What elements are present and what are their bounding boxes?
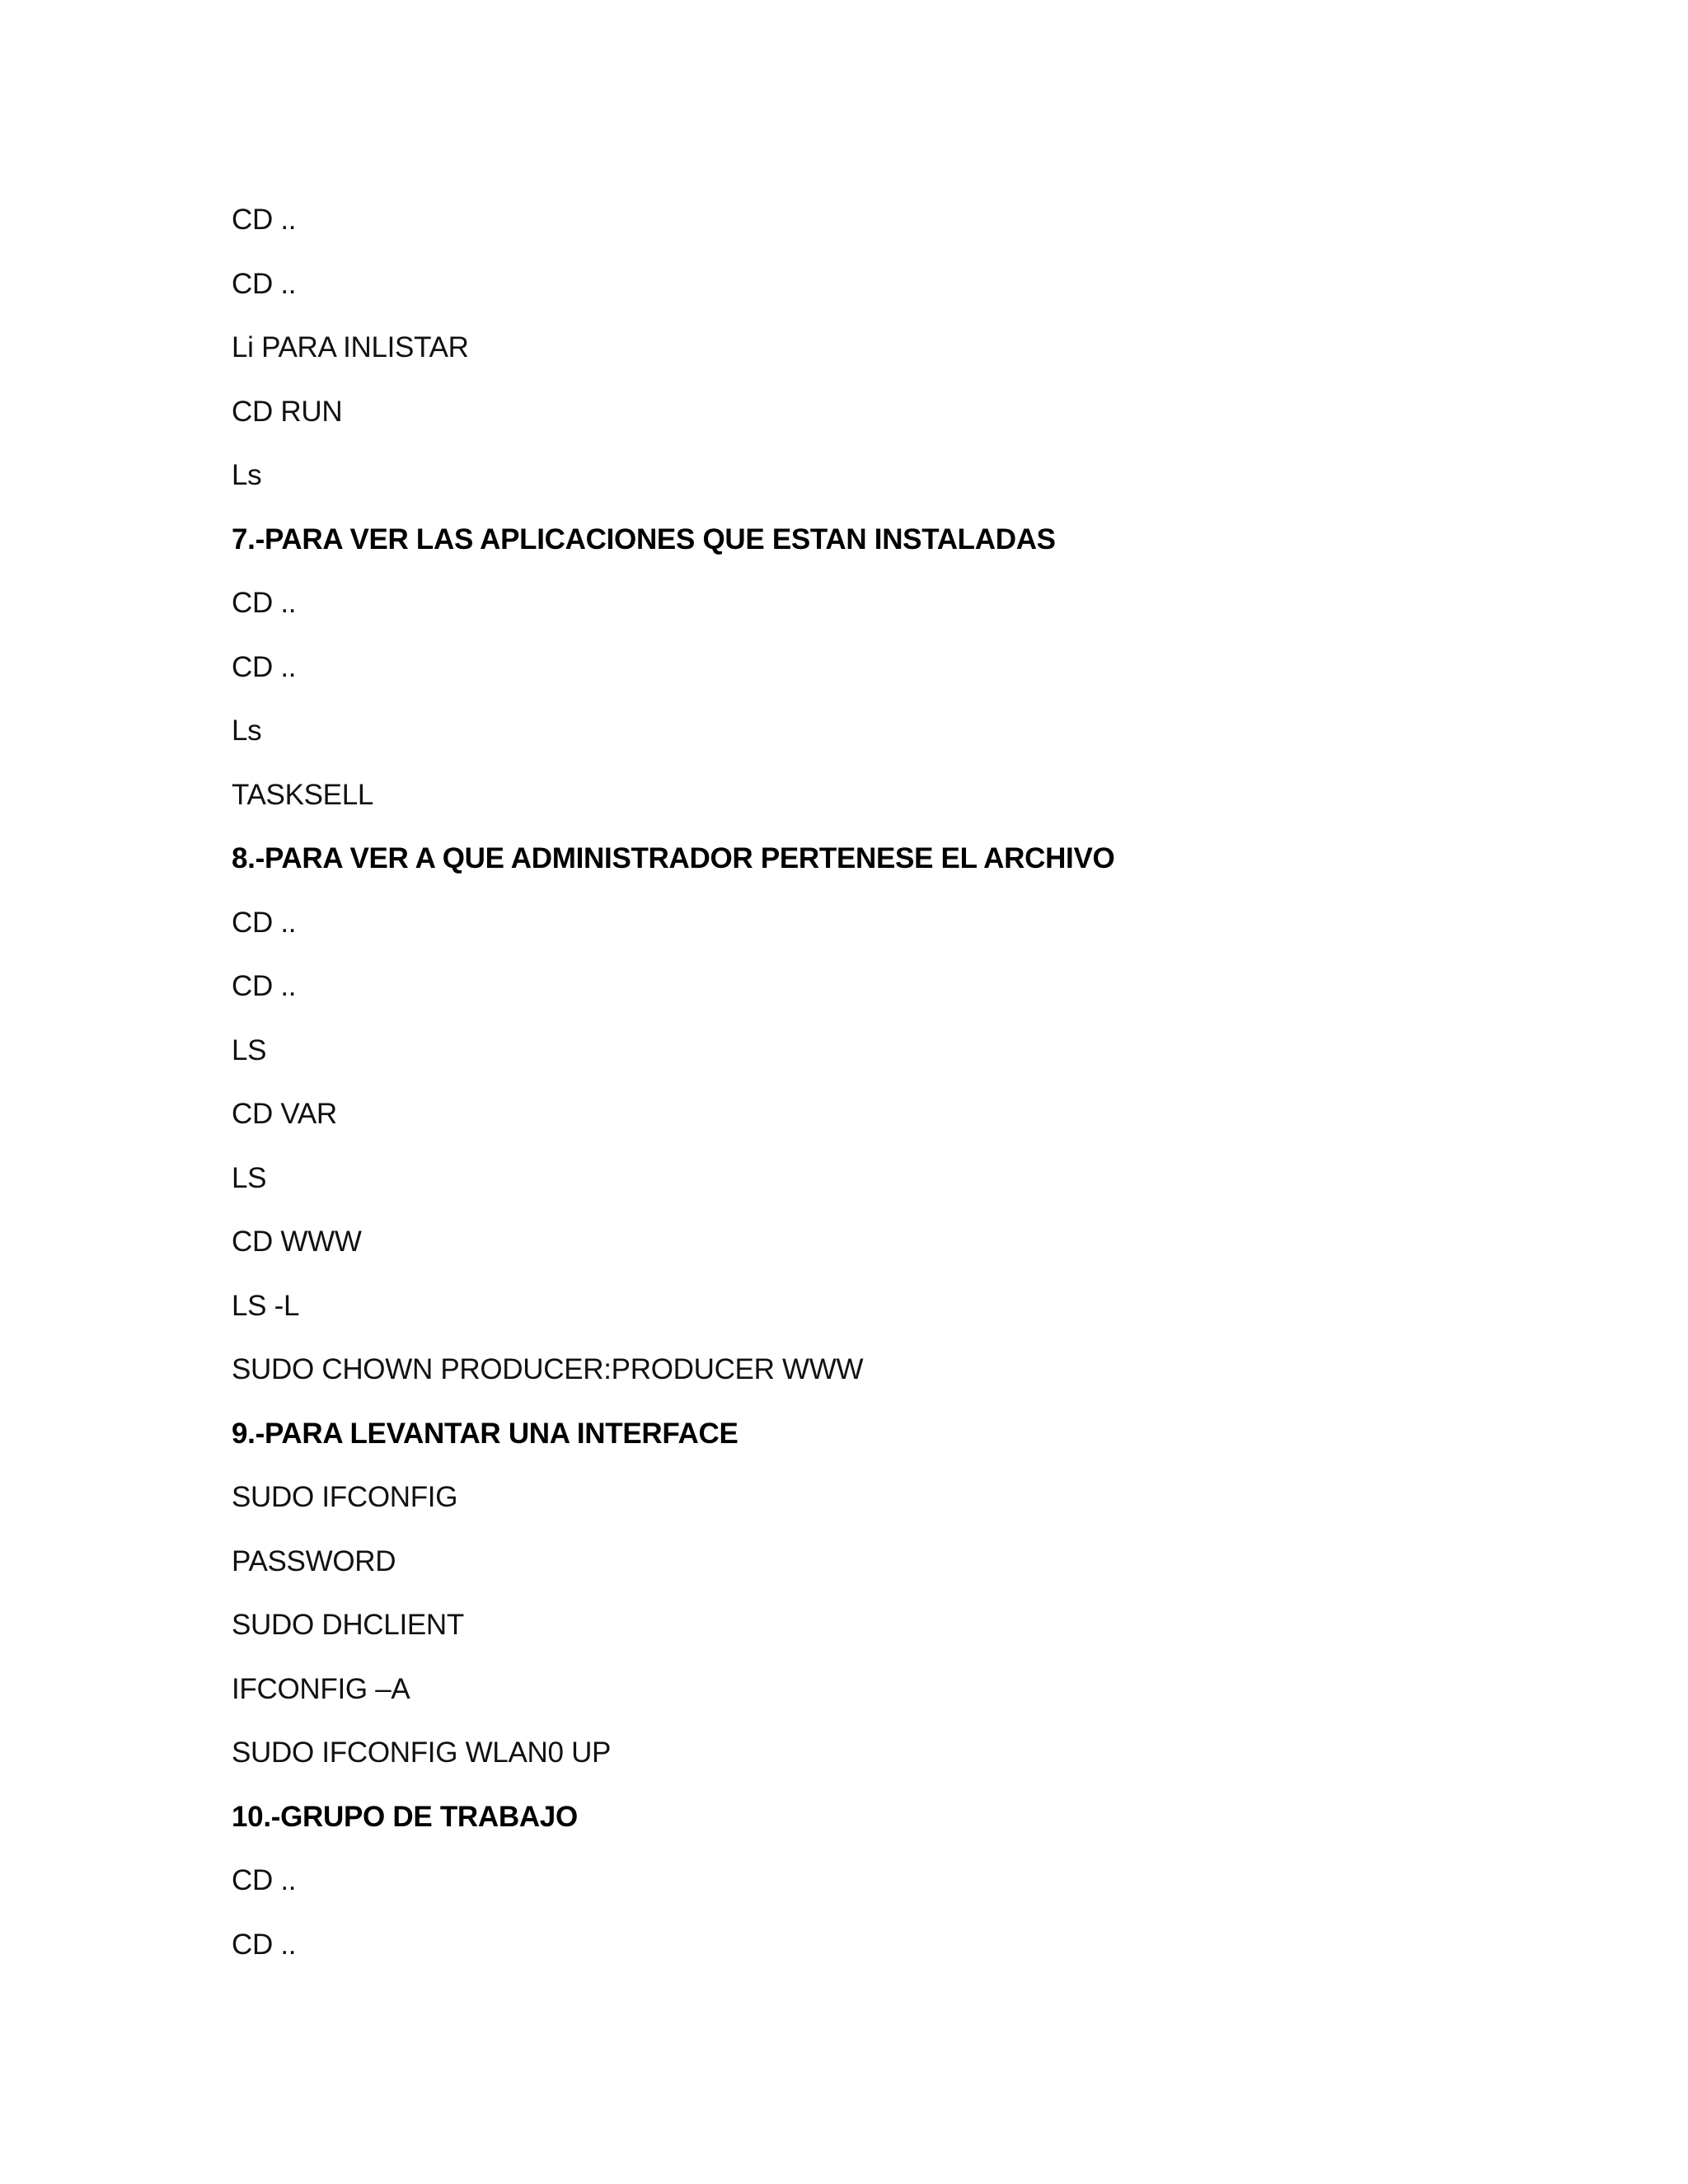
command-line: SUDO CHOWN PRODUCER:PRODUCER WWW (232, 1353, 864, 1385)
document-body (232, 188, 1550, 1976)
command-line: CD .. (232, 1864, 297, 1896)
command-line: CD WWW (232, 1226, 362, 1258)
command-line: CD .. (232, 906, 297, 939)
section-heading: 7.-PARA VER LAS APLICACIONES QUE ESTAN INSTALADAS (232, 523, 1056, 555)
command-line: CD VAR (232, 1098, 337, 1130)
command-line: SUDO IFCONFIG WLAN0 UP (232, 1736, 612, 1769)
command-line: CD .. (232, 587, 297, 619)
command-line: CD .. (232, 970, 297, 1002)
command-line: Li PARA INLISTAR (232, 331, 469, 363)
command-line: CD .. (232, 1928, 297, 1961)
command-line: LS -L (232, 1289, 300, 1322)
command-line: SUDO DHCLIENT (232, 1609, 464, 1641)
command-line: Ls (232, 715, 262, 747)
command-line: TASKSELL (232, 778, 374, 811)
section-heading: 9.-PARA LEVANTAR UNA INTERFACE (232, 1417, 738, 1450)
command-line: CD RUN (232, 395, 343, 428)
command-line: CD .. (232, 650, 297, 683)
section-heading: 8.-PARA VER A QUE ADMINISTRADOR PERTENESE EL ARCHIVO (232, 842, 1115, 874)
command-line: PASSWORD (232, 1544, 396, 1577)
command-line: LS (232, 1161, 267, 1194)
command-line: IFCONFIG –A (232, 1672, 410, 1705)
section-heading: 10.-GRUPO DE TRABAJO (232, 1800, 578, 1833)
command-line: SUDO IFCONFIG (232, 1481, 458, 1513)
command-line: LS (232, 1033, 267, 1066)
command-line: Ls (232, 459, 262, 491)
command-line: CD .. (232, 204, 297, 236)
command-line: CD .. (232, 267, 297, 300)
